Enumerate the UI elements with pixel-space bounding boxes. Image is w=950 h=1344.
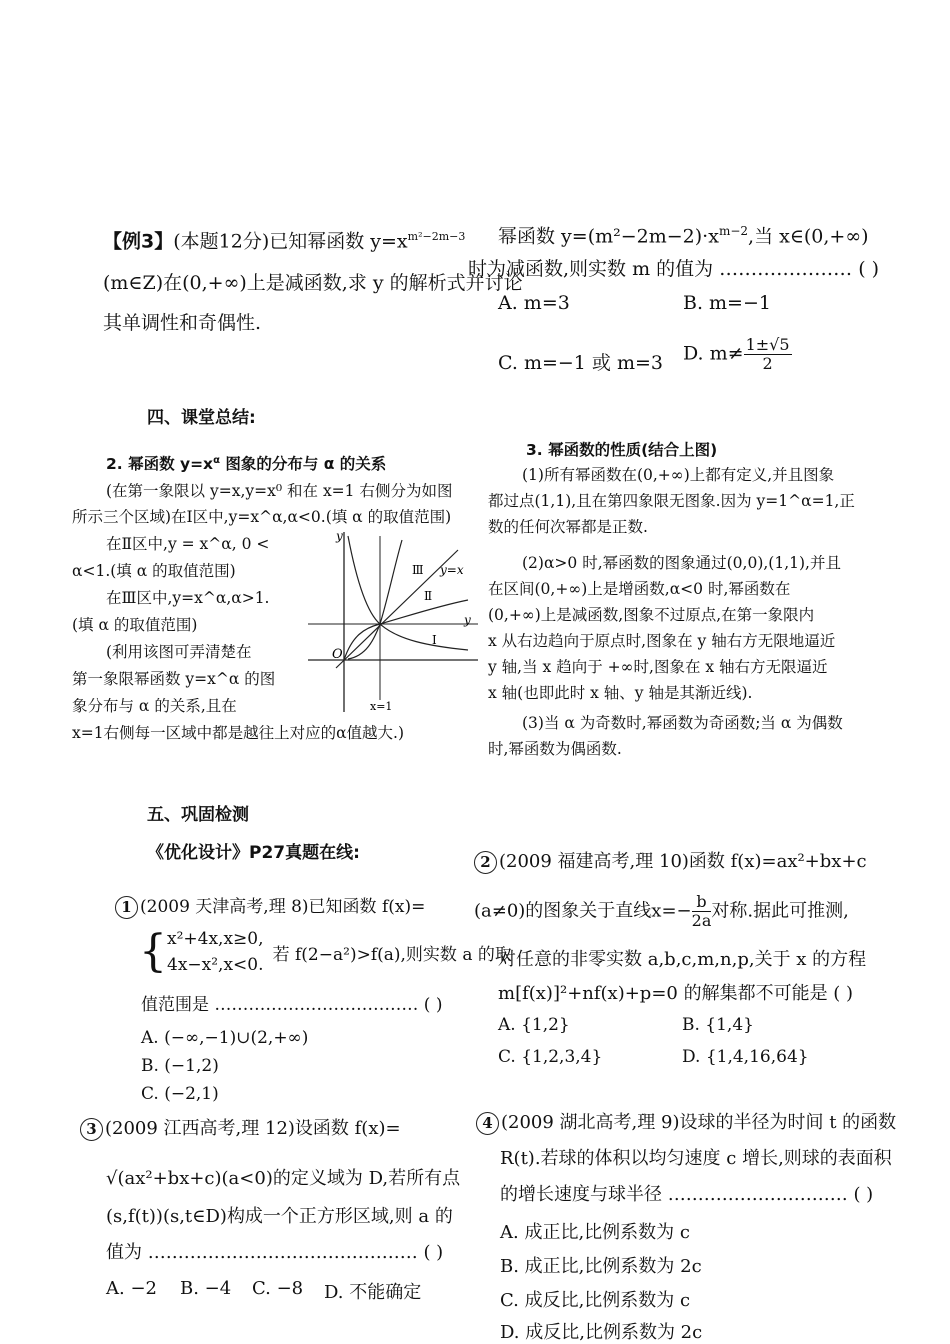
q2-line2a: (a≠0)的图象关于直线x=−	[474, 900, 692, 922]
q3-number: 3	[80, 1118, 103, 1141]
q3-line3: (s,f(t))(s,t∈D)构成一个正方形区域,则 a 的	[106, 1206, 453, 1227]
q4-line1: (2009 湖北高考,理 9)设球的半径为时间 t 的函数	[501, 1112, 897, 1133]
book-reference: 《优化设计》P27真题在线:	[147, 843, 360, 863]
point3-line9: x 轴(也即此时 x 轴、y 轴是其渐近线).	[488, 684, 753, 702]
qr-line1b: ,当 x∈(0,+∞)	[748, 225, 869, 248]
power-function-graph	[308, 528, 478, 714]
q2-option-d: D. {1,4,16,64}	[682, 1047, 809, 1067]
graph-label-yx: y=x	[440, 563, 464, 577]
point2-line2: 所示三个区域)在Ⅰ区中,y=x^α,α<0.(填 α 的取值范围)	[72, 508, 452, 526]
point2-line10: x=1右侧每一区域中都是越往上对应的α值越大.)	[72, 724, 405, 742]
q2-option-b: B. {1,4}	[682, 1015, 754, 1035]
q4-number: 4	[476, 1112, 499, 1135]
qr-option-d-prefix: D. m≠	[683, 342, 744, 365]
point2-title-exp: α	[213, 454, 220, 466]
point3-line10: (3)当 α 为奇数时,幂函数为奇函数;当 α 为偶数	[522, 714, 843, 732]
q3-option-b: B. −4	[180, 1278, 232, 1299]
q1-line1: (2009 天津高考,理 8)已知函数 f(x)=	[140, 897, 426, 917]
point2-line5: 在Ⅲ区中,y=x^α,α>1.	[106, 589, 270, 607]
question-2	[474, 845, 944, 1075]
qr-option-b: B. m=−1	[683, 292, 771, 314]
point3-line8: y 轴,当 x 趋向于 +∞时,图象在 x 轴右方无限逼近	[488, 658, 828, 676]
section4-heading: 四、课堂总结:	[147, 408, 256, 428]
q4-option-c: C. 成反比,比例系数为 c	[500, 1290, 691, 1311]
point2-line6: (填 α 的取值范围)	[72, 616, 198, 634]
summary-point3	[488, 438, 938, 768]
qr-line2: 时为减函数,则实数 m 的值为 ………………… ( )	[468, 258, 880, 280]
curve-region3	[348, 540, 402, 659]
example3-label: 【例3】	[103, 230, 174, 253]
qr-exponent: m−2	[718, 224, 749, 238]
q4-option-b: B. 成正比,比例系数为 2c	[500, 1256, 702, 1277]
graph-label-y: y	[336, 529, 343, 543]
point3-line1: (1)所有幂函数在(0,+∞)上都有定义,并且图象	[522, 466, 835, 484]
q2-fraction	[692, 893, 712, 930]
point2-title: 2. 幂函数 y=x	[106, 455, 214, 473]
graph-label-r3: Ⅲ	[412, 563, 424, 577]
q3-line4: 值为 ……………………………………… ( )	[106, 1242, 444, 1263]
q1-case1: x²+4x,x≥0,	[167, 929, 264, 949]
point2-title-tail: 图象的分布与 α 的关系	[219, 455, 387, 473]
point2-line9: 象分布与 α 的关系,且在	[72, 697, 237, 715]
q2-line3: 对任意的非零实数 a,b,c,m,n,p,关于 x 的方程	[498, 949, 867, 970]
q1-line3: 值范围是 ……………………………… ( )	[141, 995, 443, 1015]
example3	[103, 222, 523, 338]
example3-exponent: m²−2m−3	[407, 230, 466, 243]
q1-line2-tail: 若 f(2−a²)>f(a),则实数 a 的取	[272, 944, 512, 965]
point3-line5: 在区间(0,+∞)上是增函数,α<0 时,幂函数在	[488, 580, 791, 598]
example3-line3: 其单调性和奇偶性.	[103, 312, 262, 335]
example3-line1: (本题12分)已知幂函数 y=x	[173, 230, 408, 253]
graph-label-y2: y	[464, 613, 471, 627]
point3-line6: (0,+∞)上是减函数,图象不过原点,在第一象限内	[488, 606, 815, 624]
graph-label-r1: Ⅰ	[432, 633, 437, 647]
q1-case2: 4x−x²,x<0.	[167, 955, 264, 975]
qr-option-d-fraction	[744, 336, 792, 373]
qr-option-d-num: 1±√5	[745, 335, 790, 354]
point3-line4: (2)α>0 时,幂函数的图象通过(0,0),(1,1),并且	[522, 554, 841, 572]
q2-number: 2	[474, 851, 497, 874]
point3-line11: 时,幂函数为偶函数.	[488, 740, 622, 758]
q3-option-a: A. −2	[106, 1278, 157, 1299]
point3-line7: x 从右边趋向于原点时,图象在 y 轴右方无限地逼近	[488, 632, 836, 650]
q3-line2: √(ax²+bx+c)(a<0)的定义域为 D,若所有点	[106, 1168, 461, 1189]
q2-line4: m[f(x)]²+nf(x)+p=0 的解集都不可能是 ( )	[498, 983, 854, 1004]
q4-option-d: D. 成反比,比例系数为 2c	[500, 1322, 703, 1343]
point2-line1: (在第一象限以 y=x,y=x⁰ 和在 x=1 右侧分为如图	[106, 482, 453, 500]
q1-option-c: C. (−2,1)	[141, 1084, 219, 1104]
question-1	[115, 892, 512, 1104]
section5-heading: 五、巩固检测	[147, 805, 249, 825]
point2-line7: (利用该图可弄清楚在	[106, 643, 252, 661]
q1-brace: {	[139, 926, 167, 977]
q2-frac-den: 2a	[691, 911, 712, 930]
point2-line8: 第一象限幂函数 y=x^α 的图	[72, 670, 276, 688]
question-4	[476, 1106, 946, 1344]
question-power-function	[468, 214, 938, 404]
q3-line1: (2009 江西高考,理 12)设函数 f(x)=	[105, 1118, 401, 1139]
q2-line2b: 对称.据此可推测,	[711, 900, 849, 922]
qr-option-d-den: 2	[762, 354, 773, 373]
q4-option-a: A. 成正比,比例系数为 c	[500, 1222, 690, 1243]
q2-line1: (2009 福建高考,理 10)函数 f(x)=ax²+bx+c	[499, 851, 867, 872]
q2-option-c: C. {1,2,3,4}	[498, 1047, 603, 1067]
graph-label-r2: Ⅱ	[424, 589, 433, 603]
q1-option-b: B. (−1,2)	[141, 1056, 219, 1076]
q3-option-d: D. 不能确定	[324, 1282, 422, 1303]
point3-title: 3. 幂函数的性质(结合上图)	[526, 441, 718, 459]
q1-cases	[167, 926, 264, 978]
question-3	[80, 1112, 460, 1312]
q2-frac-num: b	[692, 893, 712, 912]
graph-label-o: O	[332, 647, 343, 662]
curve-region2	[344, 600, 468, 660]
qr-option-c: C. m=−1 或 m=3	[498, 352, 663, 374]
curve-region1	[348, 536, 468, 650]
graph-label-x1: x=1	[370, 700, 393, 713]
q4-line2: R(t).若球的体积以均匀速度 c 增长,则球的表面积	[500, 1148, 892, 1169]
point2-line3: 在Ⅱ区中,y = x^α, 0 <	[106, 535, 270, 553]
qr-line1a: 幂函数 y=(m²−2m−2)·x	[498, 225, 719, 248]
q3-option-c: C. −8	[252, 1278, 304, 1299]
point2-line4: α<1.(填 α 的取值范围)	[72, 562, 236, 580]
q4-line3: 的增长速度与球半径 ………………………… ( )	[500, 1184, 874, 1205]
qr-option-d	[683, 336, 792, 373]
q1-option-a: A. (−∞,−1)∪(2,+∞)	[141, 1028, 309, 1048]
point3-line2: 都过点(1,1),且在第四象限无图象.因为 y=1^α=1,正	[488, 492, 855, 510]
example3-line2: (m∈Z)在(0,+∞)上是减函数,求 y 的解析式并讨论	[103, 272, 523, 295]
q2-option-a: A. {1,2}	[498, 1015, 570, 1035]
point3-line3: 数的任何次幂都是正数.	[488, 518, 648, 536]
qr-option-a: A. m=3	[498, 292, 570, 314]
q1-number: 1	[115, 896, 138, 919]
